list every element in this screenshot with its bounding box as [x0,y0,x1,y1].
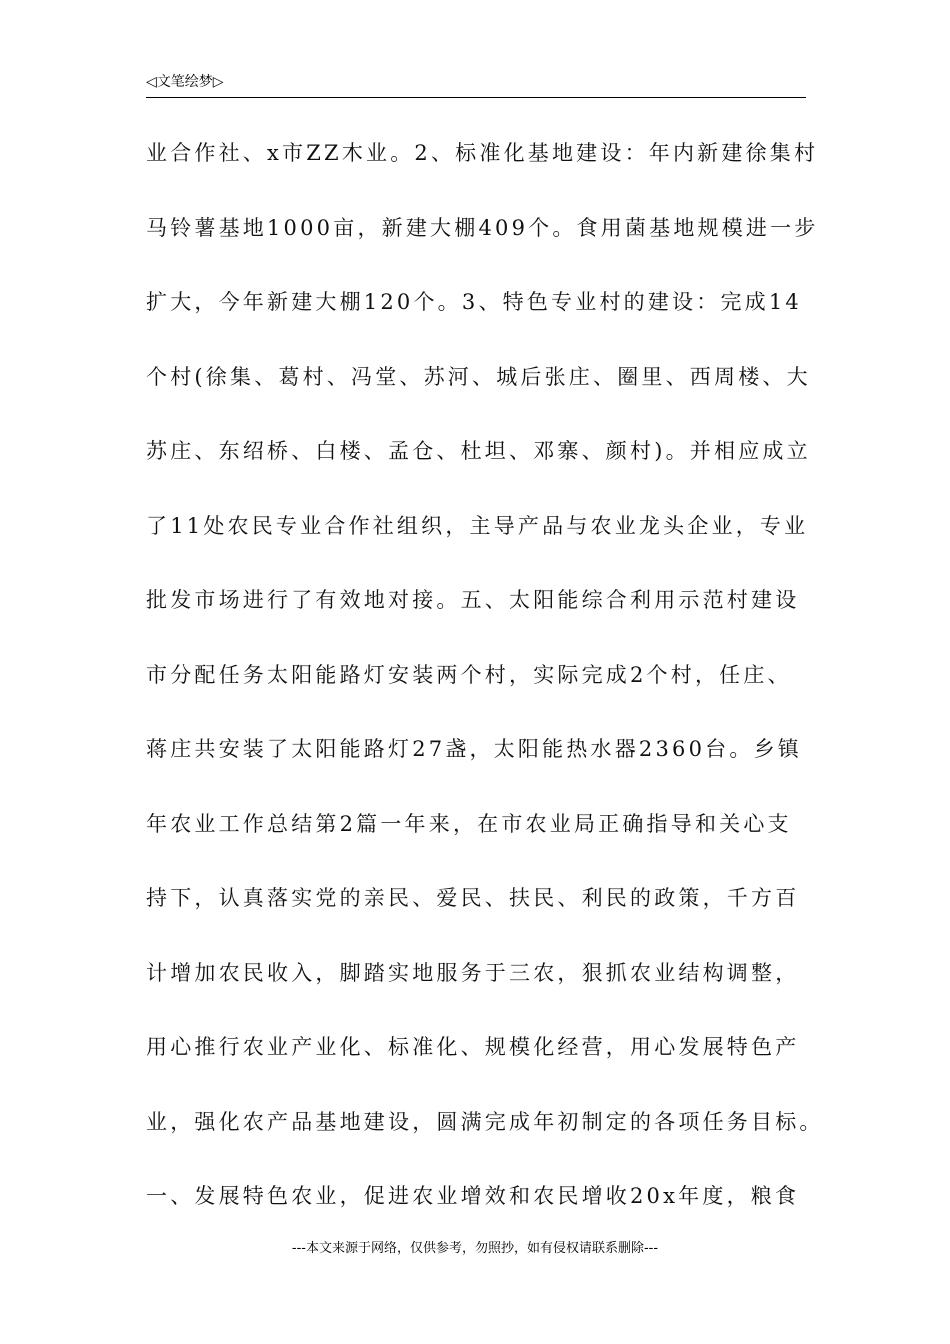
body-line: 扩大，今年新建大棚120个。3、特色专业村的建设：完成14 [146,290,802,314]
body-line: 马铃薯基地1000亩，新建大棚409个。食用菌基地规模进一步 [146,215,819,240]
body-line: 持下，认真落实党的亲民、爱民、扶民、利民的政策，千方百 [146,886,800,910]
document-body [146,132,826,1250]
body-line: 一、发展特色农业，促进农业增效和农民增收20x年度，粮食 [146,1184,800,1208]
body-line: 计增加农民收入，脚踏实地服务于三农，狠抓农业结构调整， [146,960,800,985]
header-title: ◁文笔绘梦▷ [146,74,224,90]
body-line: 蒋庄共安装了太阳能路灯27盏，太阳能热水器2360台。乡镇 [146,737,802,761]
body-line: 业，强化农产品基地建设，圆满完成年初制定的各项任务目标。 [146,1109,824,1134]
header-divider [146,97,806,98]
body-line: 苏庄、东绍桥、白楼、孟仓、杜坦、邓寨、颜村)。并相应成立 [146,439,811,463]
footer-notice: ---本文来源于网络，仅供参考，勿照抄，如有侵权请联系删除--- [291,1241,659,1256]
body-line: 市分配任务太阳能路灯安装两个村，实际完成2个村，任庄、 [146,662,792,687]
body-line: 年农业工作总结第2篇一年来，在市农业局正确指导和关心支 [146,811,792,836]
body-line: 批发市场进行了有效地对接。五、太阳能综合利用示范村建设 [146,588,800,612]
body-line: 了11处农民专业合作社组织，主导产品与农业龙头企业，专业 [146,513,809,538]
body-line: 用心推行农业产业化、标准化、规模化经营，用心发展特色产 [146,1035,800,1059]
body-line: 业合作社、x市ZZ木业。2、标准化基地建设：年内新建徐集村 [146,141,819,165]
body-line: 个村(徐集、葛村、冯堂、苏河、城后张庄、圈里、西周楼、大 [146,364,811,389]
page-header [146,72,806,98]
